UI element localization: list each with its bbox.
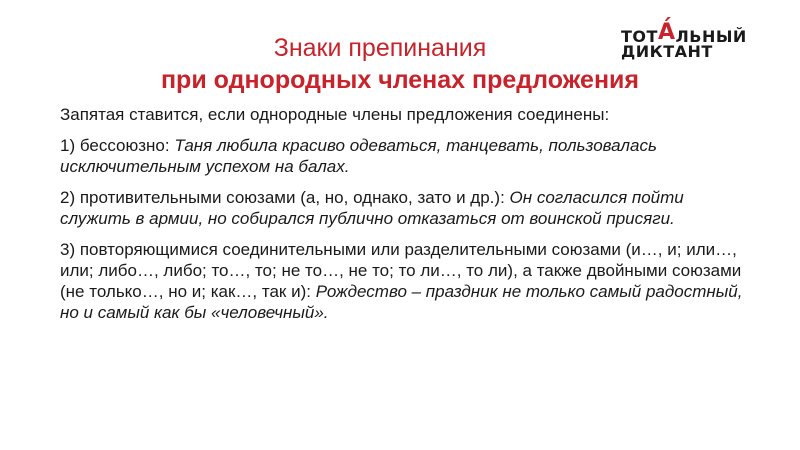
logo-row-2 — [621, 42, 713, 61]
logo-row-2-start: ДИКТ — [621, 42, 675, 61]
rule-example: Таня любила красиво одеваться, танцевать, пользовалась исключительным успехом на балах. — [60, 136, 657, 176]
totalny-diktant-logo — [621, 20, 781, 64]
logo-row-1-start: ТОТ — [621, 27, 658, 46]
rule-example: Он согласился пойти служить в армии, но собирался публично отказаться от воинской присяги. — [60, 188, 684, 228]
logo-accent-letter: А́ — [657, 20, 676, 45]
logo-row-2-mark: А — [674, 42, 688, 61]
slide-body — [60, 104, 750, 333]
rule-label: 2) противительными союзами (а, но, однако, зато и др.): — [60, 188, 505, 207]
rule-label: 1) бессоюзно: — [60, 136, 170, 155]
intro-text: Запятая ставится, если однородные члены предложения соединены: — [60, 105, 610, 124]
slide-title-line-2: при однородных членах предложения — [160, 66, 640, 94]
rule-item-3 — [60, 239, 750, 323]
slide-title-line-1: Знаки препинания — [273, 34, 487, 62]
rule-item-1 — [60, 135, 750, 177]
rule-item-2 — [60, 187, 750, 229]
rule-example: Рождество – праздник не только самый радостный, но и самый как бы «человечный». — [60, 282, 743, 322]
rule-label: 3) повторяющимися соединительными или разделительными союзами (и…, и; или…, или; либо…, либо; то…, то; не то…, не то; то ли…, то ли), а также двойными союзами (не только…, но и; как…, так и): — [60, 240, 742, 301]
logo-row-2-end: НТ — [687, 42, 713, 61]
logo-row-1-end: ЛЬНЫЙ — [675, 27, 747, 46]
